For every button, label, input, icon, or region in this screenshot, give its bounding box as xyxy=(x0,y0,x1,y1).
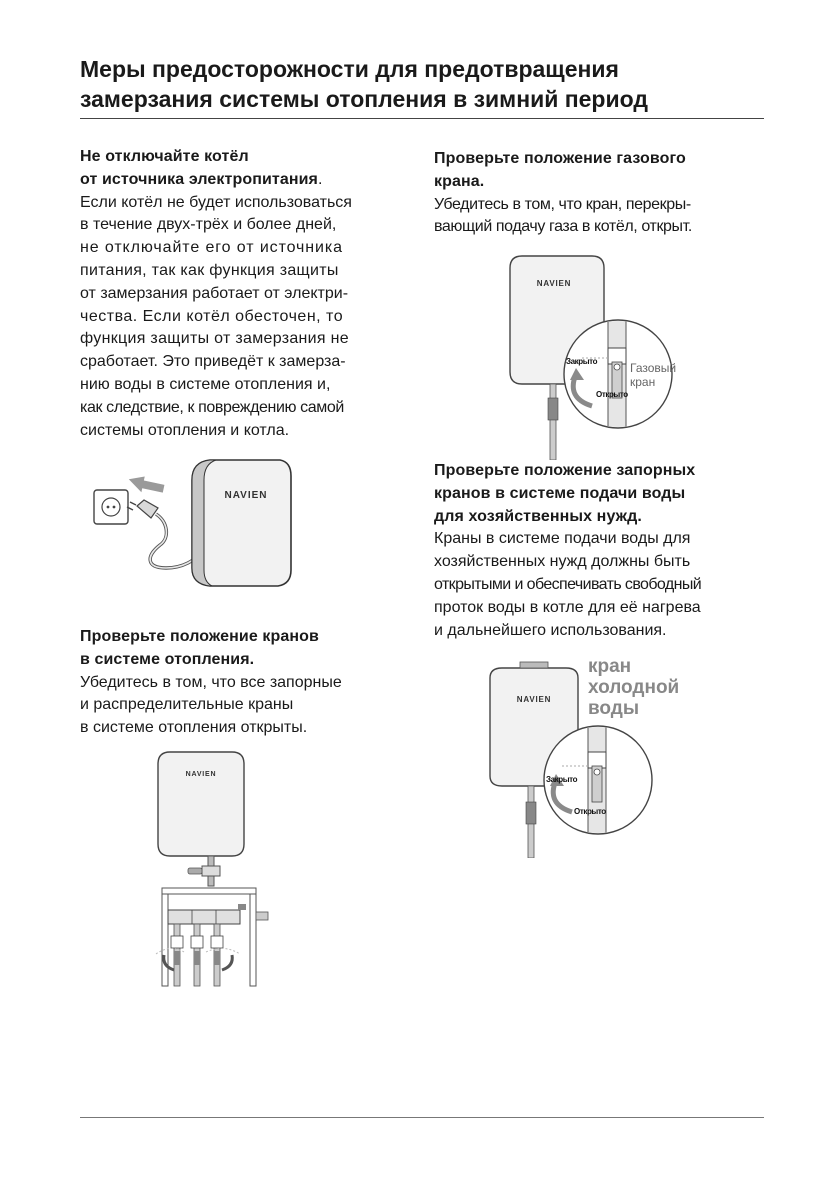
section-heating-valves xyxy=(80,626,390,740)
paragraph-line: в системе отопления открыты. xyxy=(80,719,308,737)
cold-water-label-line: холодной xyxy=(588,677,680,698)
section-heading-line: от источника электропитания xyxy=(80,170,318,188)
paragraph-line: функция защиты от замерзания не xyxy=(80,330,349,348)
paragraph-line: Убедитесь в том, что кран, перекры- xyxy=(434,195,691,213)
valve-open-label: Открыто xyxy=(574,807,606,816)
section-gas-valve xyxy=(434,148,764,239)
boiler-icon xyxy=(192,460,291,586)
boiler-brand-label: NAVIEN xyxy=(224,490,268,501)
valve-closed-label: Закрыто xyxy=(546,775,578,784)
paragraph-line: сработает. Это приведёт к замерза- xyxy=(80,353,346,371)
section-heading-line: Проверьте положение газового xyxy=(434,150,686,167)
boiler-brand-label: NAVIEN xyxy=(516,695,552,704)
valve-icon xyxy=(211,924,232,986)
footer-divider xyxy=(80,1117,764,1118)
gas-valve-label-line: кран xyxy=(630,375,656,389)
paragraph-line: и дальнейшего использования. xyxy=(434,621,667,639)
cold-water-label-line: кран xyxy=(588,656,632,677)
page-title-line-1: Меры предосторожности для предотвращения xyxy=(80,56,619,82)
page-title-line-2: замерзания системы отопления в зимний период xyxy=(80,86,648,112)
paragraph-line: системы отопления и котла. xyxy=(80,421,290,439)
paragraph-line: Если котёл не будет использоваться xyxy=(80,193,352,211)
valve-open-label: Открыто xyxy=(596,390,628,399)
paragraph-line: проток воды в котле для её нагрева xyxy=(434,598,701,616)
title-divider xyxy=(80,118,764,119)
section-keep-power-on xyxy=(80,146,390,442)
paragraph-line: Краны в системе подачи воды для xyxy=(434,530,691,548)
gas-valve-illustration xyxy=(504,250,688,460)
paragraph-line: от замерзания работает от электри- xyxy=(80,284,349,302)
paragraph-line: и распределительные краны xyxy=(80,696,294,714)
boiler-icon xyxy=(158,752,244,856)
section-heading-line: Проверьте положение запорных xyxy=(434,462,696,479)
paragraph-line: Убедитесь в том, что все запорные xyxy=(80,673,342,691)
page-title xyxy=(80,54,770,114)
gas-valve-label-line: Газовый xyxy=(630,361,677,375)
boiler-plug-illustration xyxy=(88,450,298,600)
paragraph-line: в течение двух-трёх и более дней, xyxy=(80,216,337,234)
power-plug-icon xyxy=(127,500,158,518)
boiler-brand-label: NAVIEN xyxy=(536,279,572,288)
boiler-brand-label: NAVIEN xyxy=(185,771,217,778)
section-heading-line: Не отключайте котёл xyxy=(80,148,249,165)
paragraph-line: не отключайте его от источника xyxy=(80,239,343,257)
paragraph-line: вающий подачу газа в котёл, открыт. xyxy=(434,218,692,236)
section-heading-line: крана. xyxy=(434,172,485,190)
section-heading-line: в системе отопления. xyxy=(80,650,255,668)
section-heading-tail: . xyxy=(317,170,323,188)
paragraph-line: питания, так как функция защиты xyxy=(80,261,339,279)
section-heading-line: Проверьте положение кранов xyxy=(80,628,319,645)
wall-socket-icon xyxy=(94,490,128,524)
section-heading-line: кранов в системе подачи воды xyxy=(434,484,686,502)
paragraph-line: как следствие, к повреждению самой xyxy=(80,398,344,416)
valve-icon xyxy=(191,924,203,986)
paragraph-line: хозяйственных нужд должны быть xyxy=(434,553,691,571)
section-domestic-water-valves xyxy=(434,460,764,642)
valve-closed-label: Закрыто xyxy=(566,357,598,366)
unplug-arrow-icon xyxy=(127,473,166,496)
section-heading-line: для хозяйственных нужд. xyxy=(434,507,642,525)
paragraph-line: открытыми и обеспечивать свободный xyxy=(434,575,702,593)
paragraph-line: чества. Если котёл обесточен, то xyxy=(80,307,344,325)
heating-manifold-illustration xyxy=(150,748,280,988)
cold-water-valve-illustration xyxy=(484,652,704,858)
paragraph-line: нию воды в системе отопления и, xyxy=(80,375,331,393)
cold-water-label-line: воды xyxy=(588,698,640,719)
